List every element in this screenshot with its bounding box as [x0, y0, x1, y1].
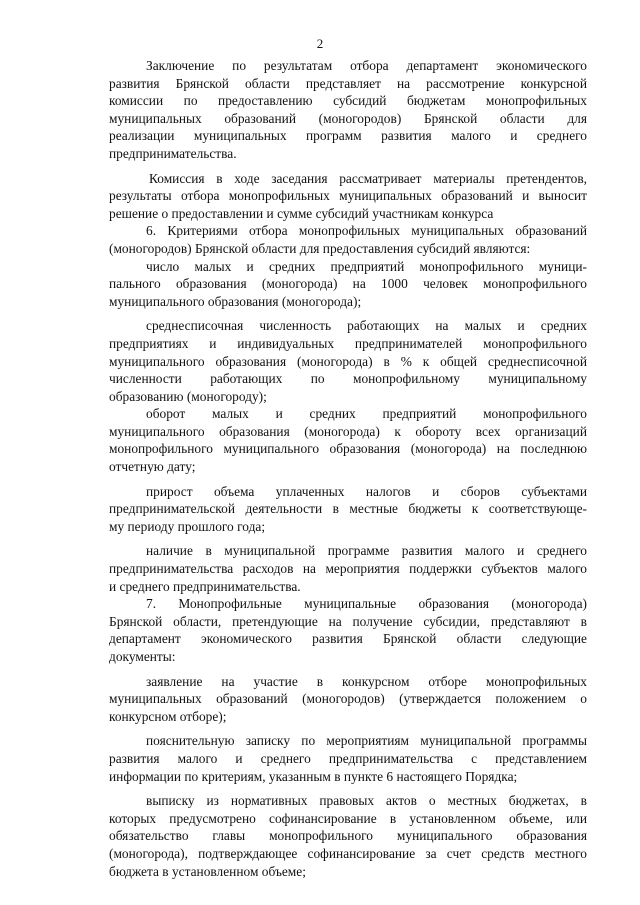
text-line: пального образования (моногорода) на 1000 человек монопрофильного [109, 276, 587, 292]
text-line: (моногорода), подтверждающее софинансирование за счет средств местного [109, 845, 587, 861]
text-line: пояснительную записку по мероприятиям муниципальной программы [146, 733, 587, 749]
paragraph [109, 483, 587, 536]
text-line: документы: [109, 649, 176, 664]
text-line: развития Брянской области представляет на рассмотрение конкурсной [109, 75, 587, 91]
text-line: которых предусмотрено софинансирование в установленном объеме, или [109, 810, 587, 826]
paragraph [109, 170, 587, 223]
text-line: наличие в муниципальной программе развития малого и среднего [146, 543, 587, 559]
paragraph [109, 732, 587, 785]
text-line: муниципальных образований (моногородов) Брянской области для [109, 110, 587, 126]
text-line: муниципального образования (моногорода) к обороту всех организаций [109, 423, 587, 439]
text-line: конкурсном отборе); [109, 708, 227, 724]
text-line: департамент экономического развития Брянской области следующие [109, 631, 587, 647]
text-line: комиссии по предоставлению субсидий бюджетам монопрофильных [109, 93, 587, 109]
text-line: Комиссия в ходе заседания рассматривает материалы претендентов, [149, 170, 587, 186]
text-line: му периоду прошлого года; [109, 518, 266, 534]
text-line: муниципального образования (моногорода) в % к общей среднесписочной [109, 353, 587, 369]
paragraph [109, 57, 587, 163]
paragraph [109, 258, 587, 311]
text-line: численности работающих по монопрофильному муниципальному [109, 371, 587, 387]
text-line: бюджета в установленном объеме; [109, 863, 306, 879]
text-line: Заключение по результатам отбора департамент экономического [146, 58, 587, 73]
page-number: 2 [316, 36, 324, 51]
text-line: обязательство главы монопрофильного муниципального образования [109, 828, 587, 844]
text-line: монопрофильного муниципального образования (моногорода) на последнюю [109, 441, 587, 457]
text-line: 7. Монопрофильные муниципальные образования (моногорода) [146, 596, 587, 612]
text-line: муниципального образования (моногорода); [109, 293, 362, 309]
text-line: результаты отбора монопрофильных муниципальных образований и выносит [109, 188, 587, 204]
text-line: прирост объема уплаченных налогов и сборов субъектами [146, 483, 587, 499]
paragraph [109, 673, 587, 726]
text-line: решение о предоставлении и сумме субсидий участникам конкурса [109, 205, 494, 221]
text-line: предприятиях и индивидуальных предпринимателей монопрофильного [109, 335, 587, 351]
paragraph [109, 542, 587, 595]
text-line: муниципальных образований (моногородов) (утверждается положением о [109, 691, 587, 707]
paragraph [109, 405, 587, 475]
paragraph [109, 317, 587, 405]
text-line: число малых и средних предприятий монопрофильного муници- [146, 258, 587, 274]
text-line: информации по критериям, указанным в пункте 6 настоящего Порядка; [109, 768, 518, 784]
text-line: заявление на участие в конкурсном отборе монопрофильных [146, 673, 587, 689]
text-line: предпринимательской деятельности в местные бюджеты к соответствующе- [109, 501, 587, 517]
document-body [109, 57, 587, 880]
paragraph [109, 222, 587, 257]
text-line: Брянской области, претендующие на получение субсидии, представляют в [109, 613, 587, 629]
paragraph [109, 792, 587, 880]
text-line: оборот малых и средних предприятий монопрофильного [146, 406, 587, 422]
text-line: образованию (моногороду); [109, 388, 267, 404]
text-line: выписку из нормативных правовых актов о местных бюджетах, в [146, 793, 587, 809]
text-line: отчетную дату; [109, 459, 196, 475]
text-line: 6. Критериями отбора монопрофильных муниципальных образований [146, 223, 587, 239]
text-line: и среднего предпринимательства. [109, 578, 301, 594]
text-line: предпринимательства расходов на мероприятия поддержки субъектов малого [109, 561, 587, 577]
text-line: развития малого и среднего предпринимательства с представлением [109, 750, 587, 766]
text-line: предпринимательства. [109, 145, 237, 161]
paragraph [109, 595, 587, 665]
text-line: (моногородов) Брянской области для предоставления субсидий являются: [109, 240, 531, 256]
text-line: среднесписочная численность работающих на малых и средних [146, 318, 587, 334]
text-line: реализации муниципальных программ развития малого и среднего [109, 128, 587, 144]
